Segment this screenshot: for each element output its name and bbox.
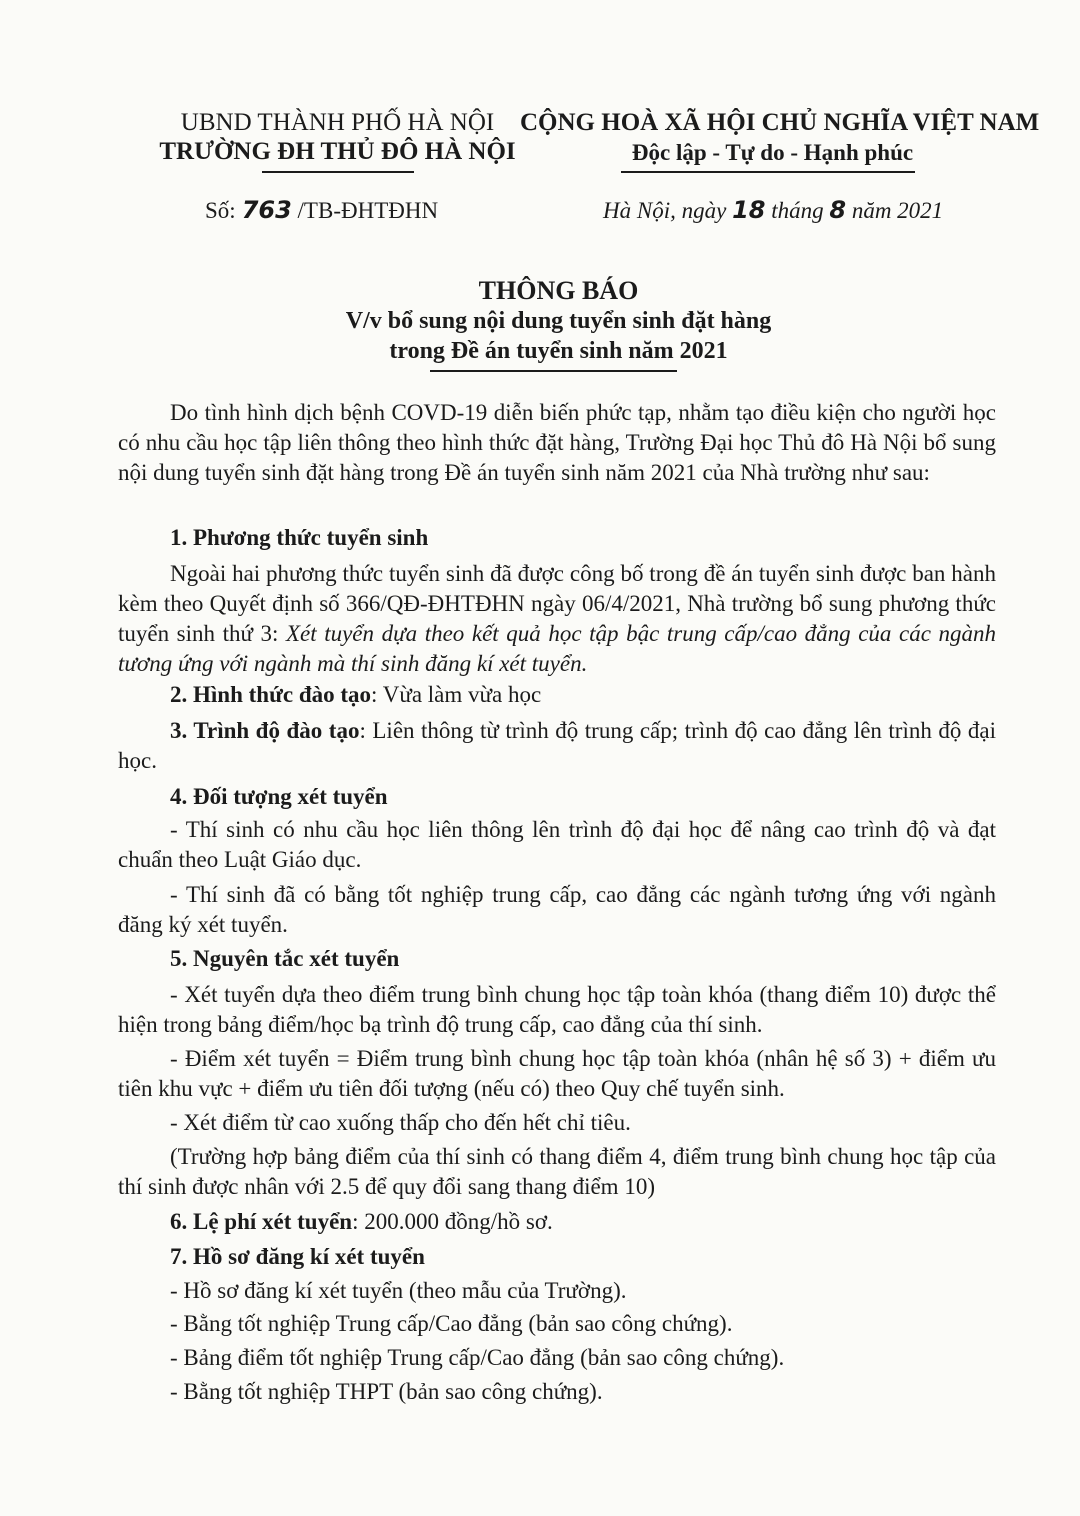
section-2: 2. Hình thức đào tạo: Vừa làm vừa học <box>170 682 542 707</box>
section-6: 6. Lệ phí xét tuyển: 200.000 đồng/hồ sơ. <box>170 1209 553 1234</box>
doc-number: Số: 763 /TB-ĐHTĐHN <box>205 196 439 224</box>
issuer-underline <box>262 171 414 173</box>
intro-paragraph: Do tình hình dịch bệnh COVD-19 diễn biến phức tạp, nhằm tạo điều kiện cho người học có nhu cầu học tập liên thông theo hình thức đặt hàng, Trường Đại học Thủ đô Hà Nội bổ sung nội dung tuyển sinh đặt hàng trong Đề án tuyển sinh năm 2021 của Nhà trường như sau: <box>118 400 996 485</box>
section-5-item: - Điểm xét tuyển = Điểm trung bình chung học tập toàn khóa (nhân hệ số 3) + điểm ưu tiên khu vực + điểm ưu tiên đối tượng (nếu có) theo Quy chế tuyển sinh. <box>118 1046 996 1101</box>
handwritten-day: 18 <box>732 196 766 224</box>
section-5-item: - Xét tuyển dựa theo điểm trung bình chung học tập toàn khóa (thang điểm 10) được thể hiện trong bảng điểm/học bạ trình độ trung cấp, cao đẳng của thí sinh. <box>118 982 996 1037</box>
nation-motto: Độc lập - Tự do - Hạnh phúc <box>631 140 914 165</box>
section-4-item: - Thí sinh có nhu cầu học liên thông lên trình độ đại học để nâng cao trình độ và đạt chuẩn theo Luật Giáo dục. <box>118 817 996 872</box>
section-4-item: - Thí sinh đã có bằng tốt nghiệp trung cấp, cao đẳng các ngành tương ứng với ngành đăng ký xét tuyển. <box>118 882 996 937</box>
section-5-item: - Xét điểm từ cao xuống thấp cho đến hết chỉ tiêu. <box>170 1110 631 1135</box>
handwritten-number: 763 <box>241 196 292 224</box>
section-7-item: - Bảng điểm tốt nghiệp Trung cấp/Cao đẳng (bản sao công chứng). <box>170 1345 785 1370</box>
doc-title: THÔNG BÁO <box>478 276 639 305</box>
doc-subject-line2: trong Đề án tuyển sinh năm 2021 <box>389 338 728 364</box>
section-7-heading: 7. Hồ sơ đăng kí xét tuyển <box>170 1244 425 1269</box>
motto-underline <box>621 171 915 173</box>
section-7-item: - Hồ sơ đăng kí xét tuyển (theo mẫu của Trường). <box>170 1278 627 1303</box>
section-7-item: - Bằng tốt nghiệp Trung cấp/Cao đẳng (bản sao công chứng). <box>170 1311 733 1336</box>
doc-subject-line1: V/v bổ sung nội dung tuyển sinh đặt hàng <box>345 308 772 334</box>
section-1-heading: 1. Phương thức tuyển sinh <box>170 525 429 550</box>
section-1-body: Ngoài hai phương thức tuyển sinh đã được công bố trong đề án tuyển sinh được ban hành kèm theo Quyết định số 366/QĐ-ĐHTĐHN ngày 06/4/2021, Nhà trường bổ sung phương thức tuyển sinh thứ 3: Xét tuyển dựa theo kết quả học tập bậc trung cấp/cao đẳng của các ngành tương ứng với ngành mà thí sinh đăng kí xét tuyển. <box>118 561 996 676</box>
section-3: 3. Trình độ đào tạo: Liên thông từ trình độ trung cấp; trình độ cao đẳng lên trình độ đại học. <box>118 718 996 773</box>
section-5-note: (Trường hợp bảng điểm của thí sinh có thang điểm 4, điểm trung bình chung học tập của thí sinh được nhân với 2.5 để quy đổi sang thang điểm 10) <box>118 1144 996 1199</box>
title-underline <box>430 370 677 372</box>
nation-title: CỘNG HOÀ XÃ HỘI CHỦ NGHĨA VIỆT NAM <box>520 109 1040 136</box>
issuer-school: TRƯỜNG ĐH THỦ ĐÔ HÀ NỘI <box>159 138 516 165</box>
doc-date: Hà Nội, ngày 18 tháng 8 năm 2021 <box>603 196 944 224</box>
section-7-item: - Bằng tốt nghiệp THPT (bản sao công chứng). <box>170 1379 603 1404</box>
handwritten-month: 8 <box>829 196 847 224</box>
section-4-heading: 4. Đối tượng xét tuyển <box>170 784 388 809</box>
section-5-heading: 5. Nguyên tắc xét tuyển <box>170 946 400 971</box>
issuer-authority: UBND THÀNH PHỐ HÀ NỘI <box>180 109 495 136</box>
